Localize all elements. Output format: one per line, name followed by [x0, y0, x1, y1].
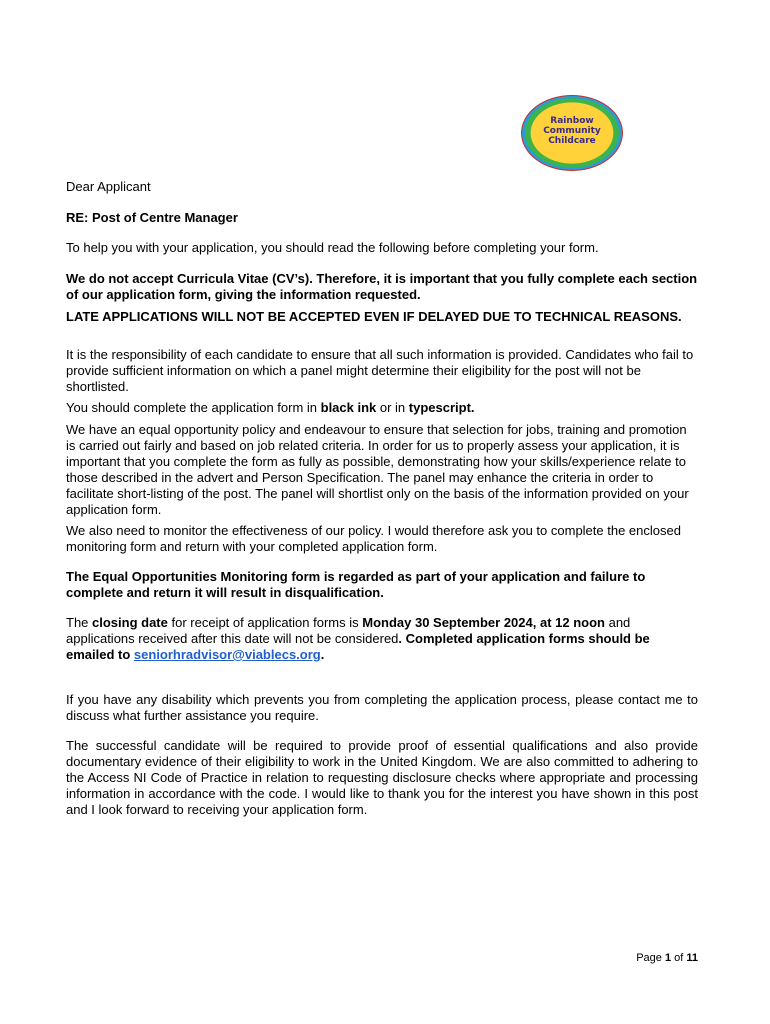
- closing-end: .: [320, 647, 325, 662]
- page-footer: [636, 952, 698, 964]
- monitor-paragraph: We also need to monitor the effectiveness of our policy. I would therefore ask you to complete the enclosed monitoring form and return with your completed application form.: [66, 523, 681, 554]
- ink-prefix: You should complete the application form in: [66, 400, 321, 415]
- of-word: of: [671, 952, 687, 964]
- logo-line-1: Rainbow: [550, 116, 594, 126]
- ink-typescript: typescript.: [408, 400, 475, 415]
- logo-line-2: Community: [543, 126, 601, 136]
- responsibility-paragraph: It is the responsibility of each candidate to ensure that all such information is provided. Candidates who fail to provide sufficient information on which a panel might determine their eligibility for the post will not be shortlisted.: [66, 347, 694, 394]
- closing-date-value: Monday 30 September 2024, at 12 noon: [362, 615, 605, 630]
- equal-opportunity-paragraph: We have an equal opportunity policy and endeavour to ensure that selection for jobs, training and promotion is carried out fairly and based on job related criteria. In order for us to properly assess your application, it is important that you complete the form as fully as possible, demonstrating how your skills/experience relate to those described in the advert and Person Specification. The panel may enhance the criteria in order to facilitate short-listing of the post. The panel will shortlist only on the basis of the information provided on your application form.: [66, 422, 689, 517]
- page-word: Page: [636, 952, 665, 964]
- successful-candidate-paragraph: The successful candidate will be required to provide proof of essential qualifications and also provide documentary evidence of their eligibility to work in the United Kingdom. We are also committed to adhering to the Access NI Code of Practice in relation to requesting disclosure checks where appropriate and processing information in accordance with the code. I would like to thank you for the interest you have shown in this post and I look forward to receiving your application form.: [66, 738, 698, 817]
- closing-emailed: . Completed application forms should be emailed to: [66, 631, 650, 662]
- ink-or: or in: [376, 400, 409, 415]
- late-applications-notice: LATE APPLICATIONS WILL NOT BE ACCEPTED EVEN IF DELAYED DUE TO TECHNICAL REASONS.: [66, 309, 682, 324]
- page-total: 11: [686, 952, 698, 964]
- disability-paragraph: If you have any disability which prevents you from completing the application process, please contact me to discuss what further assistance you require.: [66, 692, 698, 723]
- monitoring-warning: The Equal Opportunities Monitoring form is regarded as part of your application and failure to complete and return it will result in disqualification.: [66, 569, 646, 600]
- ink-black: black ink: [320, 400, 377, 415]
- cv-notice: We do not accept Curricula Vitae (CV’s). Therefore, it is important that you fully complete each section of our application form, giving the information requested.: [66, 271, 698, 302]
- re-line: RE: Post of Centre Manager: [66, 210, 238, 225]
- closing-mid: for receipt of application forms is: [167, 615, 363, 630]
- closing-date-paragraph: [66, 615, 698, 663]
- intro-paragraph: To help you with your application, you should read the following before completing your form.: [66, 240, 599, 255]
- email-link[interactable]: seniorhradvisor@viablecs.org: [133, 647, 321, 662]
- logo-text: [521, 116, 623, 146]
- closing-the: The: [66, 615, 93, 630]
- rainbow-community-childcare-logo: [521, 95, 623, 171]
- closing-date-label: closing date: [92, 615, 168, 630]
- salutation: Dear Applicant: [66, 179, 151, 194]
- page-number: 1: [664, 952, 672, 964]
- closing-after: and applications received after this date will not be considered: [66, 615, 631, 646]
- ink-instruction: [66, 400, 698, 416]
- logo-line-3: Childcare: [548, 136, 596, 146]
